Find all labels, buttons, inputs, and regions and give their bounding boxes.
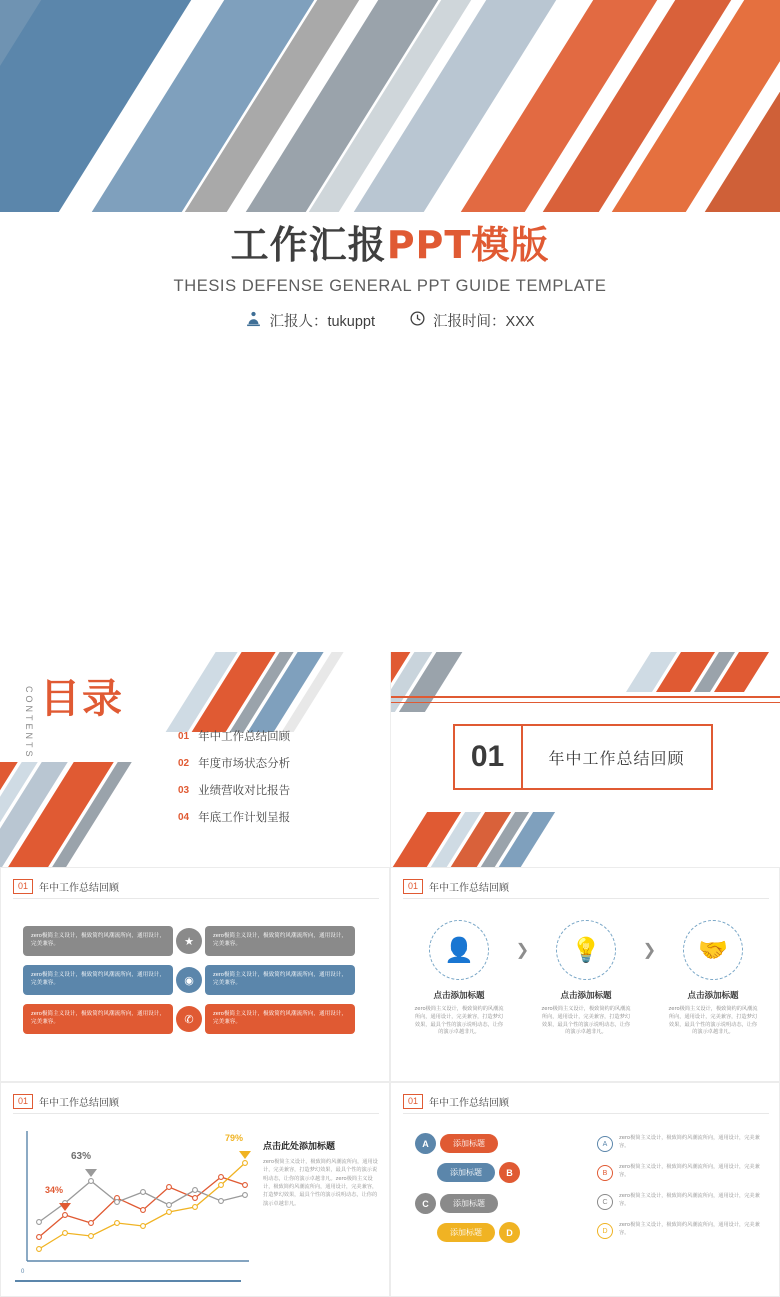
detail-row-a[interactable] — [597, 1135, 765, 1152]
tag-label-1: 添加标题 — [440, 1134, 498, 1153]
slide-contents — [0, 652, 391, 867]
bar-row-1[interactable] — [23, 926, 371, 956]
slide-header-title: 年中工作总结回顾 — [429, 1094, 509, 1109]
chart-baseline — [15, 1280, 241, 1282]
reporter-meta — [245, 310, 375, 331]
section-rule-top2 — [391, 702, 780, 703]
clock-icon — [409, 310, 426, 331]
contents-cn-label: 目录 — [40, 680, 124, 719]
chart-title: 点击此处添加标题 — [263, 1139, 379, 1152]
detail-text-d: zero极简主义设计，极致简约风潮流所向，通用设计，完美兼容。 — [619, 1222, 765, 1238]
row-content-2 — [0, 1082, 780, 1297]
detail-text-c: zero极简主义设计，极致简约风潮流所向，通用设计，完美兼容。 — [619, 1193, 765, 1209]
slide-header-title: 年中工作总结回顾 — [39, 1094, 119, 1109]
slide-header-title: 年中工作总结回顾 — [429, 879, 509, 894]
cover-title-block — [0, 225, 780, 331]
svg-text:0: 0 — [21, 1269, 25, 1275]
toc-label: 年度市场状态分析 — [198, 755, 290, 771]
slide-chart — [0, 1082, 390, 1297]
cover-decoration — [0, 0, 780, 215]
toc-number: 02 — [178, 758, 189, 769]
slide-header-number: 01 — [403, 1094, 423, 1109]
slide-header — [13, 879, 119, 894]
bar-right-text: zero极简主义设计，极致简约风潮流所向，通用设计，完美兼容。 — [205, 1004, 355, 1034]
circle-item-2[interactable] — [536, 920, 636, 1037]
toc-number: 04 — [178, 812, 189, 823]
eye-icon: ◉ — [176, 967, 202, 993]
chart-text-block — [263, 1139, 379, 1208]
circle-body: zero极简主义设计，极致简约的风潮流所向，通用设计，完美兼容，打造梦幻效果，最具个性的演示说明动态，让你的演示卓越非凡。 — [413, 1006, 505, 1037]
circle-body: zero极简主义设计，极致简约的风潮流所向，通用设计，完美兼容，打造梦幻效果，最具个性的演示说明动态，让你的演示卓越非凡。 — [667, 1006, 759, 1037]
bar-right-text: zero极简主义设计，极致简约风潮流所向，通用设计，完美兼容。 — [205, 965, 355, 995]
circle-title: 点击添加标题 — [687, 989, 738, 1001]
detail-text-b: zero极简主义设计，极致简约风潮流所向，通用设计，完美兼容。 — [619, 1164, 765, 1180]
toc-label: 年底工作计划呈报 — [198, 809, 290, 825]
slide-section-divider — [391, 652, 780, 867]
badge-a: A — [415, 1133, 436, 1154]
tag-label-3: 添加标题 — [440, 1194, 498, 1213]
art-baseline — [0, 212, 780, 215]
slide-header-title: 年中工作总结回顾 — [39, 879, 119, 894]
detail-badge-a: A — [597, 1136, 613, 1152]
detail-text-a: zero极简主义设计，极致简约风潮流所向，通用设计，完美兼容。 — [619, 1135, 765, 1151]
detail-row-b[interactable] — [597, 1164, 765, 1181]
tag-row-3[interactable] — [415, 1193, 575, 1214]
toc-item-3[interactable] — [178, 782, 290, 798]
chart-annotation-3: 79% — [225, 1133, 243, 1143]
toc-list — [178, 728, 290, 836]
handshake-icon: 🤝 — [683, 920, 743, 980]
slide-bars — [0, 867, 390, 1082]
time-meta — [409, 310, 535, 331]
slide-tags — [390, 1082, 780, 1297]
bar-row-3[interactable] — [23, 1004, 371, 1034]
presenter-icon — [245, 310, 262, 331]
tag-row-2[interactable] — [437, 1162, 575, 1183]
time-label: 汇报时间：XXX — [433, 310, 535, 331]
section-title: 年中工作总结回顾 — [523, 746, 711, 769]
circle-group — [409, 920, 763, 1037]
line-chart-svg — [9, 1123, 257, 1283]
bar-list — [23, 926, 371, 1043]
bar-left-text: zero极简主义设计，极致简约风潮流所向，通用设计，完美兼容。 — [23, 926, 173, 956]
line-chart — [9, 1123, 257, 1288]
section-box — [453, 724, 713, 790]
tag-cluster — [415, 1133, 575, 1243]
row-content-1 — [0, 867, 780, 1082]
circle-item-1[interactable] — [409, 920, 509, 1037]
toc-item-2[interactable] — [178, 755, 290, 771]
toc-label: 业绩营收对比报告 — [198, 782, 290, 798]
slide-header-number: 01 — [403, 879, 423, 894]
chevron-right-icon-2: ❯ — [643, 940, 656, 960]
header-rule — [403, 898, 769, 899]
section-number: 01 — [455, 740, 521, 774]
cover-subtitle: THESIS DEFENSE GENERAL PPT GUIDE TEMPLATE — [0, 277, 780, 296]
slide-circles — [390, 867, 780, 1082]
detail-badge-d: D — [597, 1223, 613, 1239]
toc-label: 年中工作总结回顾 — [198, 728, 290, 744]
slide-header — [403, 879, 509, 894]
circle-body: zero极简主义设计，极致简约的风潮流所向，通用设计，完美兼容，打造梦幻效果，最具个性的演示说明动态，让你的演示卓越非凡。 — [540, 1006, 632, 1037]
bar-left-text: zero极简主义设计，极致简约风潮流所向，通用设计，完美兼容。 — [23, 1004, 173, 1034]
circle-title: 点击添加标题 — [560, 989, 611, 1001]
circle-item-3[interactable] — [663, 920, 763, 1037]
badge-c: C — [415, 1193, 436, 1214]
row-contents-section — [0, 652, 780, 867]
detail-badge-c: C — [597, 1194, 613, 1210]
tag-label-4: 添加标题 — [437, 1223, 495, 1242]
contents-heading — [24, 680, 124, 760]
hand-idea-icon: 💡 — [556, 920, 616, 980]
badge-b: B — [499, 1162, 520, 1183]
header-rule — [403, 1113, 769, 1114]
slide-header-number: 01 — [13, 1094, 33, 1109]
detail-badge-b: B — [597, 1165, 613, 1181]
chevron-right-icon-1: ❯ — [516, 940, 529, 960]
toc-number: 01 — [178, 731, 189, 742]
contents-vertical-label: CONTENTS — [24, 686, 34, 760]
badge-d: D — [499, 1222, 520, 1243]
detail-row-c[interactable] — [597, 1193, 765, 1210]
reporter-label: 汇报人：tukuppt — [269, 310, 375, 331]
bar-left-text: zero极简主义设计，极致简约风潮流所向，通用设计，完美兼容。 — [23, 965, 173, 995]
toc-item-1[interactable] — [178, 728, 290, 744]
page-title: 工作汇报PPT模版 — [0, 225, 780, 267]
header-rule — [13, 898, 379, 899]
user-search-icon: 👤 — [429, 920, 489, 980]
toc-item-4[interactable] — [178, 809, 290, 825]
header-rule — [13, 1113, 379, 1114]
bar-right-text: zero极简主义设计，极致简约风潮流所向，通用设计，完美兼容。 — [205, 926, 355, 956]
chart-annotation-1: 34% — [45, 1185, 63, 1195]
tag-row-1[interactable] — [415, 1133, 575, 1154]
tag-label-2: 添加标题 — [437, 1163, 495, 1182]
section-rule-top — [391, 696, 780, 698]
detail-row-d[interactable] — [597, 1222, 765, 1239]
chart-annotation-2: 63% — [71, 1151, 91, 1162]
toc-number: 03 — [178, 785, 189, 796]
tag-row-4[interactable] — [437, 1222, 575, 1243]
chat-icon: ✆ — [176, 1006, 202, 1032]
slide-header-number: 01 — [13, 879, 33, 894]
chart-body: zero极简主义设计，极致简约风潮流所向，通用设计，完美兼容，打造梦幻效果，最具个性的演示说明动态，让你的演示卓越非凡。zero极简主义设计，极致简约风潮流所向，通用设计，完美兼容，打造梦幻效果，最具个性的演示说明动态，让你的演示卓越非凡。 — [263, 1158, 379, 1208]
cover-meta — [0, 310, 780, 331]
bar-row-2[interactable] — [23, 965, 371, 995]
tag-detail-list — [597, 1135, 765, 1239]
circle-title: 点击添加标题 — [433, 989, 484, 1001]
star-icon: ★ — [176, 928, 202, 954]
